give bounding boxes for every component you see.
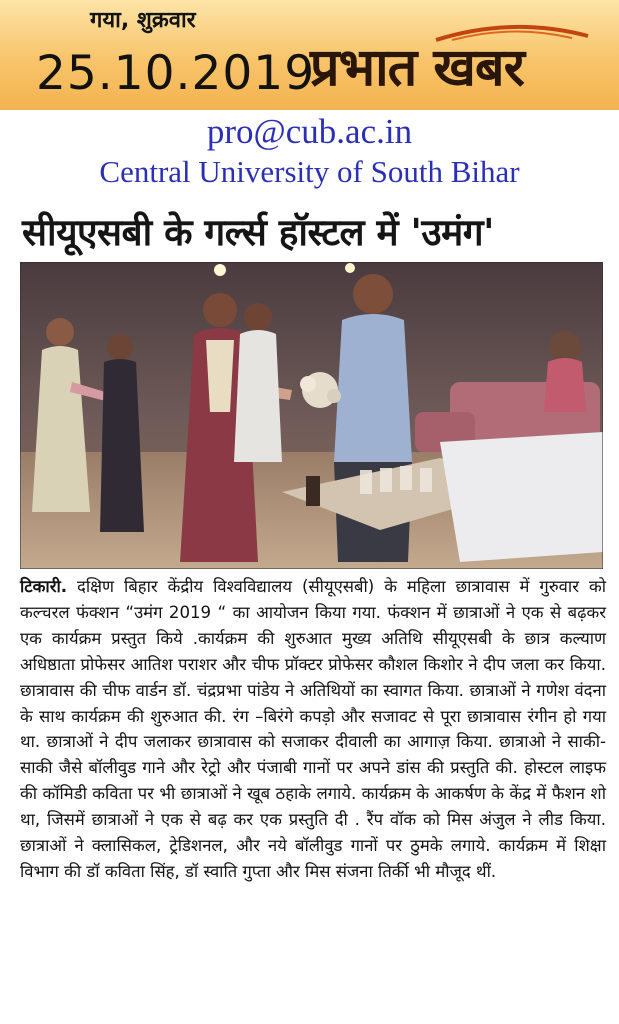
newspaper-masthead: [0, 0, 619, 110]
article-headline: सीयूएसबी के गर्ल्स हॉस्टल में 'उमंग': [22, 211, 494, 254]
publication-date: 25.10.2019: [36, 46, 316, 101]
event-photo-image: [20, 262, 603, 569]
newspaper-logo: [300, 22, 612, 102]
article-dateline: टिकारी.: [20, 577, 68, 596]
article-body: [20, 574, 606, 885]
city-day: गया, शुक्रवार: [90, 8, 196, 33]
university-name: Central University of South Bihar: [99, 154, 520, 189]
event-photo: [20, 262, 603, 569]
masthead-dateline: [0, 0, 316, 110]
article-text: दक्षिण बिहार केंद्रीय विश्वविद्यालय (सीयूएसबी) के महिला छात्रावास में गुरुवार को कल्चरल फंक्शन “उमंग 2019 “ का आयोजन किया गया. फंक्शन में छात्राओं ने एक से बढ़कर एक कार्यक्रम प्रस्तुत किये .कार्यक्रम की शुरुआत मुख्य अतिथि सीयूएसबी के छात्र कल्याण अधिष्ठाता प्रोफेसर आतिश पराशर और चीफ प्रॉक्टर प्रोफेसर कौशल किशोर ने दीप जला कर किया. छात्रावास की चीफ वार्डन डॉ. चंद्रप्रभा पांडेय ने अतिथियों का स्वागत किया. छात्राओं ने गणेश वंदना के साथ कार्यक्रम की शुरुआत की. रंग –बिरंगे कपड़ो और सजावट से पूरा छात्रावास रंगीन हो गया था. छात्राओं ने दीप जलाकर छात्रावास को सजाकर दीवाली का आगाज़ किया. छात्राओ ने साकी-साकी जैसे बॉलीवुड गाने और रेट्रो और पंजाबी गानों पर अपने डांस की प्रस्तुति की. होस्टल लाइफ की कॉमिडी कविता पर भी छात्राओं ने खूब ठहाके लगाये. कार्यक्रम के आकर्षण के केंद्र में फैशन शो था, जिसमें छात्राओं ने एक से बढ़ कर एक प्रस्तुति दी . रैंप वॉक को मिस अंजुल ने लीड किया. छात्राओं ने क्लासिकल, ट्रेडिशनल, और नये बॉलीवुड गानों पर ठुमके लगाये. कार्यक्रम में शिक्षा विभाग की डॉ कविता सिंह, डॉ स्वाति गुप्ता और मिस संजना तिर्की भी मौजूद थीं.: [20, 577, 606, 881]
newspaper-name: प्रभात खबर: [310, 38, 524, 98]
contact-email: pro@cub.ac.in: [206, 112, 413, 151]
